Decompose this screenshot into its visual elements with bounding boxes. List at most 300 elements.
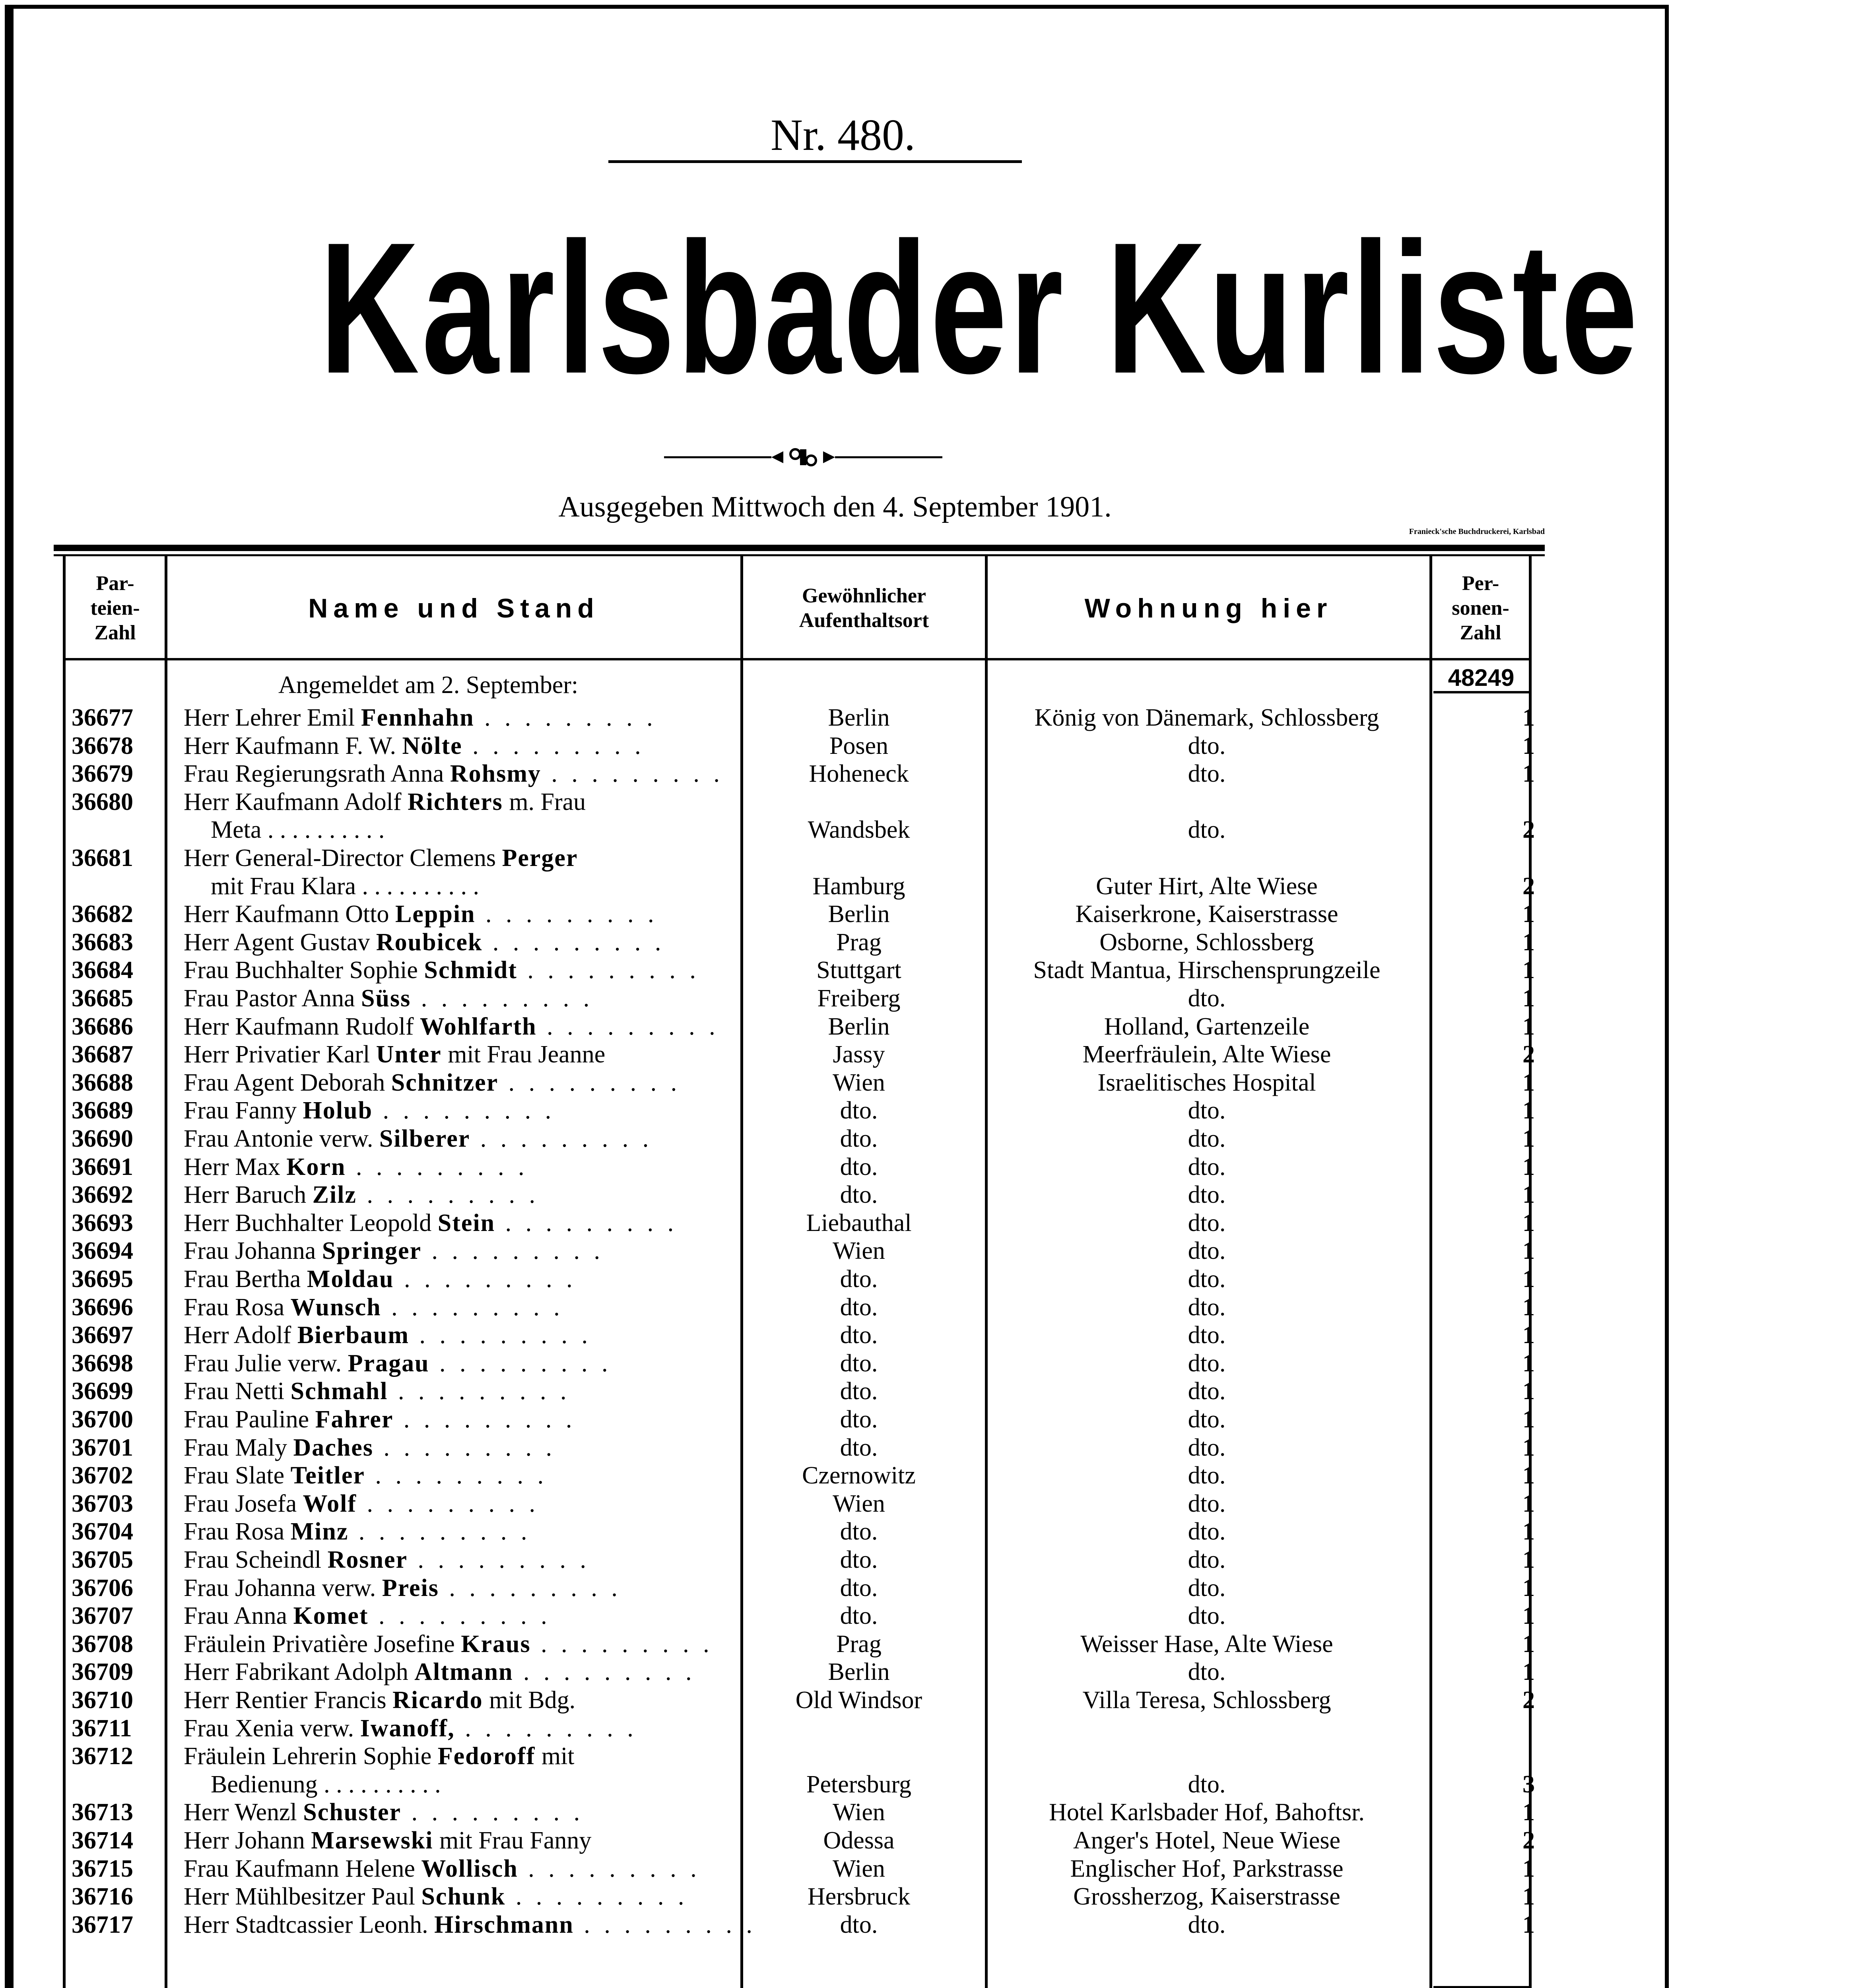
home-town: Czernowitz	[802, 1462, 916, 1489]
person-count: 1	[1522, 985, 1535, 1012]
guest-surname: Rohsmy	[450, 760, 541, 788]
table-row	[0, 1434, 1680, 1462]
home-town: dto.	[840, 1266, 878, 1293]
home-town: dto.	[840, 1322, 878, 1349]
guest-surname: Pragau	[348, 1349, 429, 1377]
party-number: 36691	[72, 1153, 133, 1180]
party-number: 36715	[72, 1855, 133, 1882]
guest-title: Frau Rosa	[184, 1518, 285, 1545]
table-row	[0, 1209, 1680, 1237]
guest-name	[184, 1911, 756, 1939]
guest-surname: Richters	[408, 788, 503, 815]
guest-name	[184, 1518, 724, 1545]
guest-title: Frau Xenia verw.	[184, 1714, 354, 1742]
guest-surname: Minz	[290, 1518, 349, 1545]
home-town: Wandsbek	[808, 816, 910, 844]
guest-title: Herr General-Director Clemens	[184, 845, 496, 872]
guest-name	[184, 1209, 724, 1237]
home-town: dto.	[840, 1125, 878, 1152]
guest-name	[184, 1827, 724, 1854]
person-count: 1	[1522, 732, 1535, 759]
leader-dots: . . . . . . . . .	[409, 1322, 592, 1349]
home-town: Berlin	[828, 1658, 890, 1686]
guest-suffix: m. Frau	[503, 788, 586, 815]
guest-title: Herr Baruch	[184, 1181, 307, 1209]
guest-name	[184, 1377, 724, 1405]
guest-surname: Unter	[376, 1041, 442, 1068]
section-title: Angemeldet am 2. September:	[278, 672, 579, 699]
guest-name	[184, 1546, 724, 1574]
guest-surname: Wolf	[303, 1490, 357, 1517]
table-row	[0, 1013, 1680, 1041]
header-rule-thick	[54, 545, 1545, 551]
party-number: 36678	[72, 732, 133, 759]
table-row	[0, 900, 1680, 928]
header-residence: Wohnung hier	[1084, 593, 1333, 623]
guest-title: Herr Mühlbesitzer Paul	[184, 1883, 415, 1910]
table-row	[0, 1855, 1680, 1883]
person-count: 1	[1522, 928, 1535, 956]
residence: dto.	[1188, 1097, 1226, 1124]
table-row	[0, 1293, 1680, 1322]
home-town: dto.	[840, 1097, 878, 1124]
guest-surname: Leppin	[395, 901, 476, 928]
leader-dots: . . . . . . . . .	[365, 1462, 548, 1489]
home-town: Prag	[836, 928, 882, 956]
table-row	[0, 1125, 1680, 1153]
residence: dto.	[1188, 1911, 1226, 1938]
guest-name	[184, 1181, 724, 1209]
table-row	[0, 1153, 1680, 1181]
guest-title: Herr Kaufmann Adolf	[184, 788, 402, 815]
guest-name	[184, 1069, 724, 1097]
residence: dto.	[1188, 732, 1226, 759]
guest-title: Herr Buchhalter Leopold	[184, 1209, 432, 1237]
residence: dto.	[1188, 1322, 1226, 1349]
table-row	[0, 1518, 1680, 1546]
guest-title: Frau Regierungsrath Anna	[184, 760, 444, 788]
person-count: 1	[1522, 1293, 1535, 1321]
table-row	[0, 1406, 1680, 1434]
residence: dto.	[1188, 760, 1226, 788]
party-number: 36684	[72, 957, 133, 984]
residence: dto.	[1188, 1658, 1226, 1686]
person-count: 2	[1522, 816, 1535, 844]
guest-surname: Holub	[303, 1097, 373, 1124]
guest-title: Herr Lehrer Emil	[184, 704, 355, 731]
table-row	[0, 704, 1680, 732]
total-count	[1433, 1986, 1529, 1988]
party-number: 36682	[72, 901, 133, 928]
guest-title: Herr Adolf	[184, 1322, 291, 1349]
table-row	[0, 956, 1680, 984]
residence: dto.	[1188, 1266, 1226, 1293]
home-town: Old Windsor	[795, 1687, 922, 1714]
home-town: Hoheneck	[809, 760, 909, 788]
leader-dots: . . . . . . . . .	[357, 1490, 540, 1517]
guest-surname: Wollisch	[421, 1855, 518, 1882]
issue-number: Nr. 480.	[771, 111, 915, 160]
residence: Hotel Karlsbader Hof, Bahoftsr.	[1049, 1799, 1365, 1826]
guest-name	[184, 1125, 724, 1153]
party-number: 36711	[72, 1714, 132, 1742]
guest-surname: Süss	[361, 985, 411, 1012]
guest-title: Frau Rosa	[184, 1293, 285, 1321]
residence: Englischer Hof, Parkstrasse	[1070, 1855, 1344, 1882]
home-town: Stuttgart	[816, 957, 901, 984]
home-town: dto.	[840, 1293, 878, 1321]
guest-title: Frau Scheindl	[184, 1546, 322, 1573]
leader-dots: . . . . . . . . .	[346, 1153, 528, 1180]
home-town: Wien	[833, 1799, 885, 1826]
person-count: 1	[1522, 1378, 1535, 1405]
residence: dto.	[1188, 1406, 1226, 1433]
party-number: 36706	[72, 1574, 133, 1602]
guest-name	[184, 928, 724, 956]
person-count: 2	[1522, 1687, 1535, 1714]
residence: dto.	[1188, 816, 1226, 844]
guest-title: Frau Agent Deborah	[184, 1069, 385, 1096]
guest-surname: Rosner	[327, 1546, 408, 1573]
guest-surname: Springer	[322, 1237, 422, 1265]
guest-title: Fräulein Lehrerin Sophie	[184, 1743, 432, 1770]
leader-dots: . . . . . . . . .	[475, 901, 658, 928]
leader-dots: . . . . . . . . .	[368, 1602, 551, 1630]
residence: Weisser Hase, Alte Wiese	[1080, 1630, 1333, 1658]
residence: Grossherzog, Kaiserstrasse	[1073, 1883, 1340, 1910]
residence: dto.	[1188, 1574, 1226, 1602]
guest-name	[184, 900, 724, 928]
person-count: 3	[1522, 1771, 1535, 1798]
header-origin: Gewöhnlicher Aufenthaltsort	[799, 584, 929, 632]
guest-title: Herr Kaufmann F. W.	[184, 732, 396, 759]
guest-name	[184, 1798, 724, 1826]
residence: Israelitisches Hospital	[1097, 1069, 1316, 1096]
guest-name	[184, 984, 724, 1012]
guest-surname: Stein	[437, 1209, 495, 1237]
table-row	[0, 1181, 1680, 1209]
leader-dots: . . . . . . . . .	[429, 1349, 612, 1377]
leader-dots: . . . . . . . . .	[356, 1181, 539, 1209]
printer-note: Franieck'sche Buchdruckerei, Karlsbad	[1409, 527, 1545, 536]
table-row	[0, 1349, 1680, 1378]
guest-surname: Silberer	[379, 1125, 470, 1152]
guest-name-cont-text: Meta	[211, 816, 262, 844]
party-number: 36688	[72, 1069, 133, 1096]
guest-name	[184, 1462, 724, 1489]
residence: dto.	[1188, 1209, 1226, 1237]
home-town: Wien	[833, 1855, 885, 1882]
header-parcel-no: Par-teien-Zahl	[90, 572, 140, 644]
masthead-title	[87, 191, 1640, 425]
home-town: dto.	[840, 1181, 878, 1209]
residence: Villa Teresa, Schlossberg	[1082, 1687, 1331, 1714]
home-town: Jassy	[833, 1041, 885, 1068]
residence: dto.	[1188, 1462, 1226, 1489]
residence: dto.	[1188, 1293, 1226, 1321]
party-number: 36702	[72, 1462, 133, 1489]
guest-name	[184, 1658, 724, 1686]
guest-title: Herr Stadtcassier Leonh.	[184, 1911, 428, 1938]
table-row	[0, 1827, 1680, 1855]
residence: dto.	[1188, 1434, 1226, 1461]
home-town: Wien	[833, 1069, 885, 1096]
guest-surname: Hirschmann	[434, 1911, 574, 1938]
table-row	[0, 984, 1680, 1013]
person-count: 1	[1522, 1658, 1535, 1686]
guest-suffix: mit Frau Jeanne	[441, 1041, 606, 1068]
guest-title: Frau Johanna	[184, 1237, 316, 1265]
party-number: 36714	[72, 1827, 133, 1854]
guest-surname: Fahrer	[315, 1406, 394, 1433]
person-count: 1	[1522, 760, 1535, 788]
guest-title: Frau Slate	[184, 1462, 285, 1489]
leader-dots: . . . . . . . . .	[474, 704, 657, 731]
leader-dots: . . . . . . . . .	[518, 1855, 701, 1882]
table-row	[0, 1658, 1680, 1686]
leader-dots: . . . . . . . . .	[505, 1883, 688, 1910]
guest-name	[184, 1714, 724, 1742]
table-row	[0, 788, 1680, 844]
party-number: 36701	[72, 1434, 133, 1461]
party-number: 36697	[72, 1322, 133, 1349]
guest-name	[184, 704, 724, 732]
leader-dots: . . . . . . . . .	[573, 1911, 756, 1938]
leader-dots: . . . . . . . . .	[388, 1378, 571, 1405]
party-number: 36696	[72, 1293, 133, 1321]
leader-dots: . . . . . . . . .	[381, 1293, 564, 1321]
person-count: 1	[1522, 1602, 1535, 1630]
table-row	[0, 1377, 1680, 1406]
person-count: 1	[1522, 704, 1535, 731]
residence: dto.	[1188, 1181, 1226, 1209]
home-town: dto.	[840, 1378, 878, 1405]
guest-name	[184, 1237, 724, 1265]
guest-title: Herr Max	[184, 1153, 280, 1180]
table-row	[0, 1546, 1680, 1574]
leader-dots: . . . . . . . . .	[498, 1069, 681, 1096]
table-row	[0, 1798, 1680, 1827]
guest-name	[184, 1742, 724, 1770]
person-count: 1	[1522, 1490, 1535, 1517]
header-persons: Per-sonen-Zahl	[1452, 572, 1509, 644]
person-count: 2	[1522, 1041, 1535, 1068]
table-row	[0, 1574, 1680, 1602]
party-number: 36708	[72, 1630, 133, 1658]
person-count: 2	[1522, 1827, 1535, 1854]
table-row	[0, 1686, 1680, 1714]
leader-dots: . . . . . . . . .	[462, 732, 645, 759]
guest-name	[184, 1349, 724, 1377]
guest-name	[184, 1097, 724, 1124]
guest-name	[184, 1686, 724, 1714]
residence: Stadt Mantua, Hirschensprungzeile	[1033, 957, 1381, 984]
guest-surname: Nölte	[402, 732, 462, 759]
table-row	[0, 1069, 1680, 1097]
guest-surname: Teitler	[290, 1462, 365, 1489]
home-town: Liebauthal	[806, 1209, 912, 1237]
guest-name	[184, 956, 724, 984]
guest-title: Frau Netti	[184, 1378, 285, 1405]
guest-name	[184, 1434, 724, 1462]
guest-name	[184, 1602, 724, 1630]
person-count: 1	[1522, 1855, 1535, 1882]
table-row	[0, 1041, 1680, 1069]
person-count: 1	[1522, 1322, 1535, 1349]
party-number: 36681	[72, 845, 133, 872]
table-row	[0, 1237, 1680, 1265]
guest-surname: Altmann	[414, 1658, 513, 1686]
guest-title: Frau Kaufmann Helene	[184, 1855, 415, 1882]
guest-name-continued	[211, 872, 724, 900]
leader-dots: . . . . . . . . .	[517, 957, 700, 984]
guest-name	[184, 1406, 724, 1433]
guest-surname: Komet	[293, 1602, 369, 1630]
home-town: Hersbruck	[807, 1883, 911, 1910]
person-count: 1	[1522, 1097, 1535, 1124]
person-count: 1	[1522, 1125, 1535, 1152]
home-town: dto.	[840, 1153, 878, 1180]
guest-suffix: mit Frau Fanny	[433, 1827, 592, 1854]
guest-surname: Schuster	[303, 1799, 402, 1826]
leader-dots: . . . . . . . . . .	[261, 816, 385, 844]
person-count: 1	[1522, 1911, 1535, 1938]
residence: Guter Hirt, Alte Wiese	[1096, 872, 1318, 900]
person-count: 1	[1522, 1406, 1535, 1433]
guest-name	[184, 1883, 724, 1910]
guest-title: Frau Fanny	[184, 1097, 297, 1124]
home-town: dto.	[840, 1574, 878, 1602]
guest-surname: Schunk	[421, 1883, 506, 1910]
home-town: Berlin	[828, 901, 890, 928]
guest-surname: Bierbaum	[297, 1322, 410, 1349]
party-number: 36695	[72, 1266, 133, 1293]
home-town: Petersburg	[806, 1771, 912, 1798]
home-town: Wien	[833, 1237, 885, 1265]
issue-rule	[608, 160, 1022, 163]
guest-suffix: mit	[535, 1743, 575, 1770]
party-number: 36685	[72, 985, 133, 1012]
guest-surname: Schmidt	[424, 957, 517, 984]
table-row	[0, 1462, 1680, 1490]
home-town: Berlin	[828, 704, 890, 731]
guest-title: Frau Julie verw.	[184, 1349, 342, 1377]
guest-surname: Moldau	[307, 1266, 394, 1293]
table-row	[0, 1321, 1680, 1349]
leader-dots: . . . . . . . . .	[470, 1125, 653, 1152]
person-count: 1	[1522, 957, 1535, 984]
leader-dots: . . . . . . . . .	[439, 1574, 621, 1602]
guest-title: Herr Agent Gustav	[184, 928, 370, 956]
guest-surname: Zilz	[312, 1181, 357, 1209]
header-rule-thin	[54, 554, 1545, 556]
guest-title: Herr Kaufmann Rudolf	[184, 1013, 414, 1040]
leader-dots: . . . . . . . . .	[393, 1406, 576, 1433]
party-number: 36687	[72, 1041, 133, 1068]
party-number: 36679	[72, 760, 133, 788]
party-number: 36690	[72, 1125, 133, 1152]
leader-dots: . . . . . . . . .	[454, 1714, 637, 1742]
guest-surname: Roubicek	[376, 928, 483, 956]
residence: König von Dänemark, Schlossberg	[1034, 704, 1379, 731]
party-number: 36709	[72, 1658, 133, 1686]
party-number: 36680	[72, 788, 133, 815]
guest-surname: Wunsch	[290, 1293, 381, 1321]
table-row	[0, 1630, 1680, 1658]
person-count: 1	[1522, 1462, 1535, 1489]
table-row	[0, 1097, 1680, 1125]
party-number: 36693	[72, 1209, 133, 1237]
party-number: 36677	[72, 704, 133, 731]
residence: Kaiserkrone, Kaiserstrasse	[1075, 901, 1338, 928]
party-number: 36705	[72, 1546, 133, 1573]
guest-title: Frau Buchhalter Sophie	[184, 957, 418, 984]
party-number: 36692	[72, 1181, 133, 1209]
leader-dots: . . . . . . . . .	[401, 1799, 584, 1826]
leader-dots: . . . . . . . . . .	[356, 872, 480, 900]
leader-dots: . . . . . . . . .	[536, 1013, 719, 1040]
party-number: 36717	[72, 1911, 133, 1938]
guest-surname: Fennhahn	[361, 704, 474, 731]
home-town: dto.	[840, 1434, 878, 1461]
party-number: 36716	[72, 1883, 133, 1910]
party-number: 36694	[72, 1237, 133, 1265]
party-number: 36698	[72, 1349, 133, 1377]
table-row	[0, 1883, 1680, 1911]
guest-name	[184, 1574, 724, 1602]
guest-title: Fräulein Privatière Josefine	[184, 1630, 455, 1658]
party-number: 36712	[72, 1743, 133, 1770]
party-number: 36699	[72, 1378, 133, 1405]
table-row	[0, 844, 1680, 900]
table-row	[0, 1490, 1680, 1518]
ornament-divider-icon	[664, 445, 942, 469]
party-number: 36703	[72, 1490, 133, 1517]
guest-name	[184, 1490, 724, 1518]
person-count: 1	[1522, 1266, 1535, 1293]
guest-name	[184, 1321, 724, 1349]
carried-count: 48249	[1433, 665, 1529, 693]
table-row	[0, 732, 1680, 760]
home-town: dto.	[840, 1349, 878, 1377]
guest-title: Herr Kaufmann Otto	[184, 901, 389, 928]
guest-surname: Schmahl	[290, 1378, 388, 1405]
guest-suffix: mit Bdg.	[483, 1687, 576, 1714]
person-count: 2	[1522, 872, 1535, 900]
home-town: dto.	[840, 1602, 878, 1630]
party-number: 36700	[72, 1406, 133, 1433]
table-row	[0, 1742, 1680, 1798]
person-count: 1	[1522, 1799, 1535, 1826]
party-number: 36704	[72, 1518, 133, 1545]
guest-surname: Perger	[502, 845, 578, 872]
residence: dto.	[1188, 1237, 1226, 1265]
party-number: 36713	[72, 1799, 133, 1826]
table-row	[0, 760, 1680, 788]
home-town: Prag	[836, 1630, 882, 1658]
home-town: Berlin	[828, 1013, 890, 1040]
party-number: 36683	[72, 928, 133, 956]
guest-name	[184, 844, 724, 872]
home-town: dto.	[840, 1518, 878, 1545]
leader-dots: . . . . . . . . .	[530, 1630, 713, 1658]
person-count: 1	[1522, 1069, 1535, 1096]
home-town: dto.	[840, 1911, 878, 1938]
person-count: 1	[1522, 1546, 1535, 1573]
guest-title: Frau Pastor Anna	[184, 985, 355, 1012]
home-town: Hamburg	[812, 872, 905, 900]
home-town: Odessa	[823, 1827, 895, 1854]
